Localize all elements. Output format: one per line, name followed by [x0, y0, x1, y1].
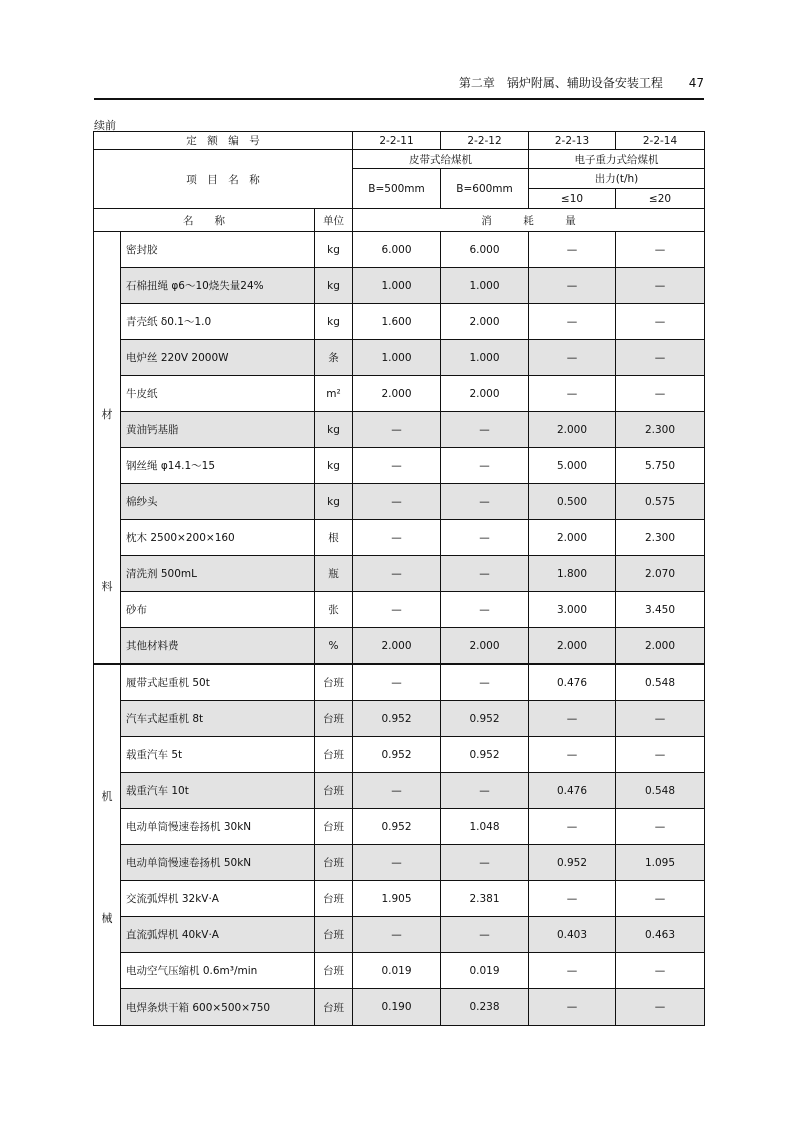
value-cell: —	[353, 412, 441, 448]
value-cell: —	[353, 484, 441, 520]
value-cell: 0.403	[529, 917, 616, 953]
value-cell: —	[353, 917, 441, 953]
table-row	[94, 845, 705, 881]
value-cell: 5.000	[529, 448, 616, 484]
value-cell: —	[441, 592, 529, 628]
item-name: 石棉扭绳 φ6～10烧失量24%	[121, 268, 315, 304]
value-cell: 1.000	[441, 268, 529, 304]
table-row	[94, 773, 705, 809]
item-name: 青壳纸 δ0.1～1.0	[121, 304, 315, 340]
value-cell: —	[529, 953, 616, 989]
item-name: 载重汽车 5t	[121, 737, 315, 773]
table-row	[94, 592, 705, 628]
value-cell: 6.000	[441, 232, 529, 268]
value-cell: 0.019	[441, 953, 529, 989]
quota-table	[93, 131, 705, 1026]
item-unit: kg	[315, 268, 353, 304]
item-name: 密封胶	[121, 232, 315, 268]
value-cell: —	[353, 592, 441, 628]
value-cell: 0.238	[441, 989, 529, 1026]
value-cell: 2.000	[441, 376, 529, 412]
item-name: 其他材料费	[121, 628, 315, 665]
item-name: 黄油钙基脂	[121, 412, 315, 448]
value-cell: 2.300	[616, 520, 705, 556]
code-cell: 2-2-11	[353, 132, 441, 150]
table-row	[94, 448, 705, 484]
value-cell: 0.476	[529, 773, 616, 809]
table-row	[94, 881, 705, 917]
item-unit: 台班	[315, 773, 353, 809]
value-cell: —	[441, 664, 529, 701]
item-name: 牛皮纸	[121, 376, 315, 412]
item-name: 棉纱头	[121, 484, 315, 520]
value-cell: 0.476	[529, 664, 616, 701]
item-unit: kg	[315, 484, 353, 520]
item-unit: 台班	[315, 989, 353, 1026]
item-unit: 台班	[315, 737, 353, 773]
quota-number-label: 定 额 编 号	[94, 132, 353, 150]
table-row	[94, 268, 705, 304]
page-number: 47	[688, 76, 704, 90]
table-row	[94, 953, 705, 989]
chapter-title: 第二章 锅炉附属、辅助设备安装工程	[458, 76, 663, 90]
value-cell: 0.952	[441, 737, 529, 773]
page-header	[94, 74, 704, 92]
value-cell: —	[616, 340, 705, 376]
item-unit: kg	[315, 232, 353, 268]
table-row	[94, 376, 705, 412]
value-cell: 2.000	[441, 304, 529, 340]
item-name: 砂布	[121, 592, 315, 628]
item-unit: 台班	[315, 664, 353, 701]
value-cell: —	[616, 232, 705, 268]
category-char: 材	[101, 408, 113, 422]
value-cell: —	[616, 881, 705, 917]
value-cell: —	[441, 412, 529, 448]
value-cell: —	[616, 809, 705, 845]
value-cell: 0.190	[353, 989, 441, 1026]
code-cell: 2-2-14	[616, 132, 705, 150]
value-cell: —	[529, 701, 616, 737]
value-cell: —	[353, 845, 441, 881]
category-char: 料	[101, 580, 113, 594]
value-cell: —	[441, 773, 529, 809]
value-cell: 2.000	[616, 628, 705, 665]
value-cell: —	[529, 268, 616, 304]
item-name: 直流弧焊机 40kV·A	[121, 917, 315, 953]
machinery-category	[94, 664, 121, 1026]
item-unit: kg	[315, 304, 353, 340]
value-cell: 2.381	[441, 881, 529, 917]
spec-cell: B=600mm	[441, 169, 529, 209]
item-unit: kg	[315, 448, 353, 484]
item-unit: 台班	[315, 953, 353, 989]
value-cell: —	[616, 989, 705, 1026]
item-unit: kg	[315, 412, 353, 448]
table-row	[94, 664, 705, 701]
value-cell: —	[529, 737, 616, 773]
table-row	[94, 809, 705, 845]
item-name: 电动空气压缩机 0.6m³/min	[121, 953, 315, 989]
value-cell: —	[529, 881, 616, 917]
table-row	[94, 737, 705, 773]
value-cell: —	[616, 268, 705, 304]
value-cell: 0.463	[616, 917, 705, 953]
item-name: 枕木 2500×200×160	[121, 520, 315, 556]
value-cell: —	[616, 376, 705, 412]
value-cell: 2.000	[353, 628, 441, 665]
value-cell: 1.800	[529, 556, 616, 592]
item-unit: %	[315, 628, 353, 665]
value-cell: —	[353, 556, 441, 592]
value-cell: 1.048	[441, 809, 529, 845]
item-unit: 张	[315, 592, 353, 628]
value-cell: 2.000	[529, 412, 616, 448]
item-unit: 台班	[315, 701, 353, 737]
value-cell: 0.500	[529, 484, 616, 520]
value-cell: 2.000	[529, 628, 616, 665]
table-row	[94, 917, 705, 953]
group-belt-feeder: 皮带式给煤机	[353, 150, 529, 169]
item-name: 清洗剂 500mL	[121, 556, 315, 592]
value-cell: 1.000	[353, 268, 441, 304]
item-unit: 台班	[315, 845, 353, 881]
value-cell: —	[353, 520, 441, 556]
value-cell: —	[529, 232, 616, 268]
item-unit: 根	[315, 520, 353, 556]
spec-cell: B=500mm	[353, 169, 441, 209]
table-row	[94, 232, 705, 268]
item-name: 汽车式起重机 8t	[121, 701, 315, 737]
value-cell: 1.000	[353, 340, 441, 376]
value-cell: 0.575	[616, 484, 705, 520]
item-name: 交流弧焊机 32kV·A	[121, 881, 315, 917]
table-row	[94, 701, 705, 737]
item-name: 电动单筒慢速卷扬机 30kN	[121, 809, 315, 845]
value-cell: —	[529, 340, 616, 376]
materials-category	[94, 232, 121, 665]
value-cell: 2.070	[616, 556, 705, 592]
value-cell: 0.548	[616, 664, 705, 701]
value-cell: 0.952	[353, 737, 441, 773]
item-unit: 条	[315, 340, 353, 376]
value-cell: 0.952	[441, 701, 529, 737]
value-cell: 2.000	[529, 520, 616, 556]
item-unit: 台班	[315, 917, 353, 953]
item-name: 履带式起重机 50t	[121, 664, 315, 701]
value-cell: —	[616, 953, 705, 989]
item-unit: 台班	[315, 881, 353, 917]
table-row	[94, 340, 705, 376]
table-row	[94, 989, 705, 1026]
group-electronic-feeder: 电子重力式给煤机	[529, 150, 705, 169]
value-cell: —	[441, 556, 529, 592]
category-char: 械	[101, 912, 113, 925]
table-row	[94, 484, 705, 520]
item-name: 电动单筒慢速卷扬机 50kN	[121, 845, 315, 881]
item-unit: m²	[315, 376, 353, 412]
table-row	[94, 556, 705, 592]
value-cell: 6.000	[353, 232, 441, 268]
value-cell: —	[353, 664, 441, 701]
code-cell: 2-2-13	[529, 132, 616, 150]
item-name: 电炉丝 220V 2000W	[121, 340, 315, 376]
value-cell: 3.000	[529, 592, 616, 628]
continued-label: 续前	[94, 119, 116, 132]
item-name: 钢丝绳 φ14.1～15	[121, 448, 315, 484]
table-row	[94, 520, 705, 556]
name-column-header: 名 称	[94, 209, 315, 232]
value-cell: —	[441, 484, 529, 520]
spec-cell: ≤20	[616, 189, 705, 209]
value-cell: 0.952	[529, 845, 616, 881]
value-cell: 0.019	[353, 953, 441, 989]
output-label: 出力(t/h)	[529, 169, 705, 189]
value-cell: 1.000	[441, 340, 529, 376]
unit-column-header: 单位	[315, 209, 353, 232]
value-cell: 1.600	[353, 304, 441, 340]
value-cell: —	[441, 448, 529, 484]
table-row	[94, 304, 705, 340]
value-cell: 2.000	[441, 628, 529, 665]
value-cell: 0.952	[353, 701, 441, 737]
spec-cell: ≤10	[529, 189, 616, 209]
value-cell: —	[529, 304, 616, 340]
value-cell: 0.548	[616, 773, 705, 809]
table-row	[94, 412, 705, 448]
value-cell: 0.952	[353, 809, 441, 845]
value-cell: —	[441, 520, 529, 556]
item-name: 载重汽车 10t	[121, 773, 315, 809]
value-cell: 3.450	[616, 592, 705, 628]
value-cell: —	[616, 304, 705, 340]
category-char: 机	[101, 789, 113, 803]
item-name: 电焊条烘干箱 600×500×750	[121, 989, 315, 1026]
value-cell: —	[353, 773, 441, 809]
value-cell: —	[353, 448, 441, 484]
item-name-label: 项 目 名 称	[94, 150, 353, 209]
value-cell: 1.095	[616, 845, 705, 881]
value-cell: 1.905	[353, 881, 441, 917]
value-cell: —	[441, 917, 529, 953]
value-cell: 5.750	[616, 448, 705, 484]
code-cell: 2-2-12	[441, 132, 529, 150]
value-cell: 2.000	[353, 376, 441, 412]
item-unit: 瓶	[315, 556, 353, 592]
value-cell: 2.300	[616, 412, 705, 448]
value-cell: —	[529, 989, 616, 1026]
header-rule	[94, 98, 704, 100]
value-cell: —	[529, 809, 616, 845]
table-row	[94, 628, 705, 665]
value-cell: —	[616, 737, 705, 773]
value-cell: —	[529, 376, 616, 412]
item-unit: 台班	[315, 809, 353, 845]
value-cell: —	[441, 845, 529, 881]
consumption-header: 消 耗 量	[353, 209, 705, 232]
value-cell: —	[616, 701, 705, 737]
